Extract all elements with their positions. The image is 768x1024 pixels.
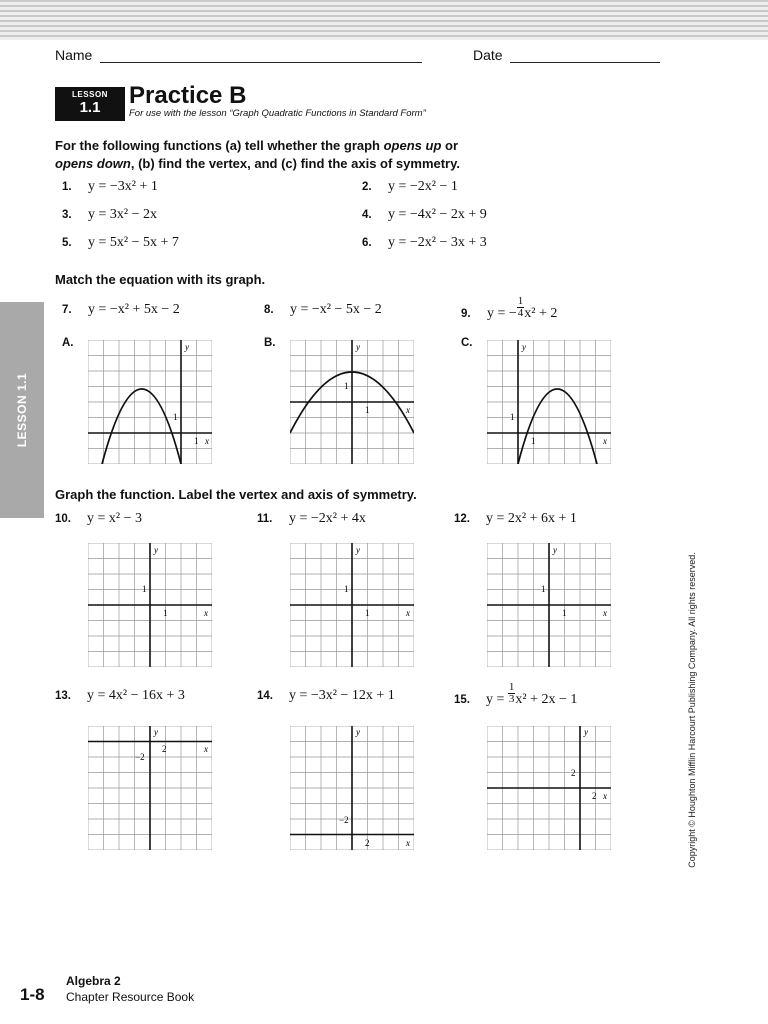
header-stripes	[0, 0, 768, 40]
x-tick-1: 1	[531, 436, 536, 446]
x-axis-label: x	[204, 744, 208, 754]
instr-opens-down: opens down	[55, 156, 131, 171]
problem-equation: y = −3x² − 12x + 1	[289, 688, 395, 703]
x-axis-label: x	[603, 436, 607, 446]
problem-number: 3.	[62, 209, 72, 221]
problem-equation: y = −x² + 5x − 2	[88, 302, 180, 317]
problem-5	[62, 235, 179, 251]
problem-equation: y = 5x² − 5x + 7	[88, 235, 179, 250]
y-axis-label: y	[356, 342, 360, 352]
instr-part-a: For the following functions (a) tell whether the graph	[55, 138, 384, 153]
y-tick-1: 1	[173, 412, 178, 422]
lesson-badge-number: 1.1	[79, 99, 101, 116]
problem-number: 6.	[362, 237, 372, 249]
problem-10	[55, 511, 142, 527]
y-axis-label: y	[356, 727, 360, 737]
x-tick-2: 2	[365, 838, 370, 848]
x-tick-1: 1	[163, 608, 168, 618]
problem-number: 14.	[257, 690, 273, 702]
problem-14	[257, 688, 395, 704]
problem-equation-part: y =	[486, 691, 508, 707]
problem-equation-part: y = −	[487, 305, 517, 321]
y-tick-1: 1	[344, 584, 349, 594]
y-tick-1: 1	[510, 412, 515, 422]
x-axis-label: x	[603, 791, 607, 801]
x-axis-label: x	[406, 838, 410, 848]
problem-number: 10.	[55, 513, 71, 525]
problem-9	[461, 296, 557, 319]
problem-equation: y = −x² − 5x − 2	[290, 302, 382, 317]
graph-12[interactable]	[487, 543, 611, 667]
x-tick-2: 2	[592, 791, 597, 801]
book-title: Algebra 2	[66, 974, 121, 988]
graph-label-b: B.	[264, 337, 276, 349]
problem-number: 2.	[362, 181, 372, 193]
graph-label-c: C.	[461, 337, 473, 349]
problem-number: 12.	[454, 513, 470, 525]
y-tick-neg2: −2	[135, 752, 145, 762]
y-tick-2: 2	[571, 768, 576, 778]
x-axis-label: x	[205, 436, 209, 446]
x-tick-1: 1	[365, 608, 370, 618]
graph-b	[290, 340, 414, 464]
y-axis-label: y	[553, 545, 557, 555]
x-tick-1: 1	[562, 608, 567, 618]
problem-12	[454, 511, 577, 527]
name-label: Name	[55, 47, 93, 63]
instr-opens-up: opens up	[383, 138, 442, 153]
problem-equation: y = −2x² + 4x	[289, 511, 366, 526]
x-tick-1: 1	[194, 436, 199, 446]
problem-equation: y = −4x² − 2x + 9	[388, 207, 487, 222]
graph-15[interactable]	[487, 726, 611, 850]
y-axis-label: y	[154, 727, 158, 737]
page-title: Practice B	[129, 82, 247, 109]
page-number: 1-8	[20, 985, 45, 1004]
problem-equation: y = 4x² − 16x + 3	[87, 688, 185, 703]
date-field[interactable]	[473, 47, 660, 63]
problem-13	[55, 688, 185, 704]
x-axis-label: x	[406, 608, 410, 618]
lesson-side-tab-label: LESSON 1.1	[15, 372, 29, 448]
y-tick-1: 1	[344, 381, 349, 391]
graph-13[interactable]	[88, 726, 212, 850]
problem-equation-part: x² + 2x − 1	[515, 691, 578, 707]
problem-8	[264, 302, 382, 318]
problem-equation: y = −2x² − 3x + 3	[388, 235, 487, 250]
instr-part-c: or	[441, 138, 459, 153]
problem-equation-part: x² + 2	[524, 305, 558, 321]
y-axis-label: y	[522, 342, 526, 352]
problem-number: 4.	[362, 209, 372, 221]
date-label: Date	[473, 47, 503, 63]
x-axis-label: x	[603, 608, 607, 618]
x-axis-label: x	[204, 608, 208, 618]
problem-equation: y = 2x² + 6x + 1	[486, 511, 577, 526]
problem-6	[362, 235, 487, 251]
graph-14[interactable]	[290, 726, 414, 850]
fraction-numerator: 1	[517, 295, 524, 307]
problem-number: 13.	[55, 690, 71, 702]
x-tick-1: 1	[365, 405, 370, 415]
parabola-curve	[102, 389, 181, 464]
graph-11[interactable]	[290, 543, 414, 667]
problem-1	[62, 179, 158, 195]
problem-15	[454, 682, 577, 705]
problem-number: 8.	[264, 304, 274, 316]
problem-4	[362, 207, 487, 223]
y-tick-1: 1	[142, 584, 147, 594]
lesson-badge	[55, 87, 125, 121]
problem-3	[62, 207, 157, 223]
problem-equation: y = −3x² + 1	[88, 179, 158, 194]
graph-10[interactable]	[88, 543, 212, 667]
y-axis-label: y	[356, 545, 360, 555]
problem-equation: y = −2x² − 1	[388, 179, 458, 194]
y-axis-label: y	[185, 342, 189, 352]
fraction-numerator: 1	[508, 681, 515, 693]
y-tick-1: 1	[541, 584, 546, 594]
problem-equation: y = 3x² − 2x	[88, 207, 157, 222]
book-subtitle: Chapter Resource Book	[66, 990, 195, 1004]
graph-a	[88, 340, 212, 464]
fraction-denominator: 3	[508, 693, 515, 705]
problem-number: 11.	[257, 513, 273, 525]
problem-equation: y = x² − 3	[87, 511, 142, 526]
parabola-curve	[518, 389, 597, 464]
problem-number: 7.	[62, 304, 72, 316]
section2-instructions: Match the equation with its graph.	[55, 272, 266, 287]
problem-number: 9.	[461, 307, 471, 320]
copyright-notice: Copyright © Houghton Mifflin Harcourt Publishing Company. All rights reserved.	[687, 552, 697, 868]
problem-number: 15.	[454, 693, 470, 706]
graph-c	[487, 340, 611, 464]
section1-instructions	[55, 137, 535, 173]
fraction-denominator: 4	[517, 307, 524, 319]
section3-instructions: Graph the function. Label the vertex and axis of symmetry.	[55, 487, 417, 502]
name-line[interactable]	[100, 62, 422, 63]
y-axis-label: y	[584, 727, 588, 737]
name-field[interactable]	[55, 47, 422, 63]
x-tick-2: 2	[162, 744, 167, 754]
y-axis-label: y	[154, 545, 158, 555]
lesson-side-tab	[0, 302, 44, 518]
problem-11	[257, 511, 366, 527]
x-axis-label: x	[406, 405, 410, 415]
problem-number: 5.	[62, 237, 72, 249]
problem-7	[62, 302, 180, 318]
y-tick-neg2: −2	[339, 815, 349, 825]
instr-part-e: , (b) find the vertex, and (c) find the axis of symmetry.	[130, 156, 460, 171]
lesson-badge-label: LESSON	[72, 90, 108, 99]
page-subtitle: For use with the lesson “Graph Quadratic Functions in Standard Form”	[129, 108, 426, 119]
date-line[interactable]	[510, 62, 660, 63]
problem-2	[362, 179, 458, 195]
problem-number: 1.	[62, 181, 72, 193]
graph-label-a: A.	[62, 337, 74, 349]
